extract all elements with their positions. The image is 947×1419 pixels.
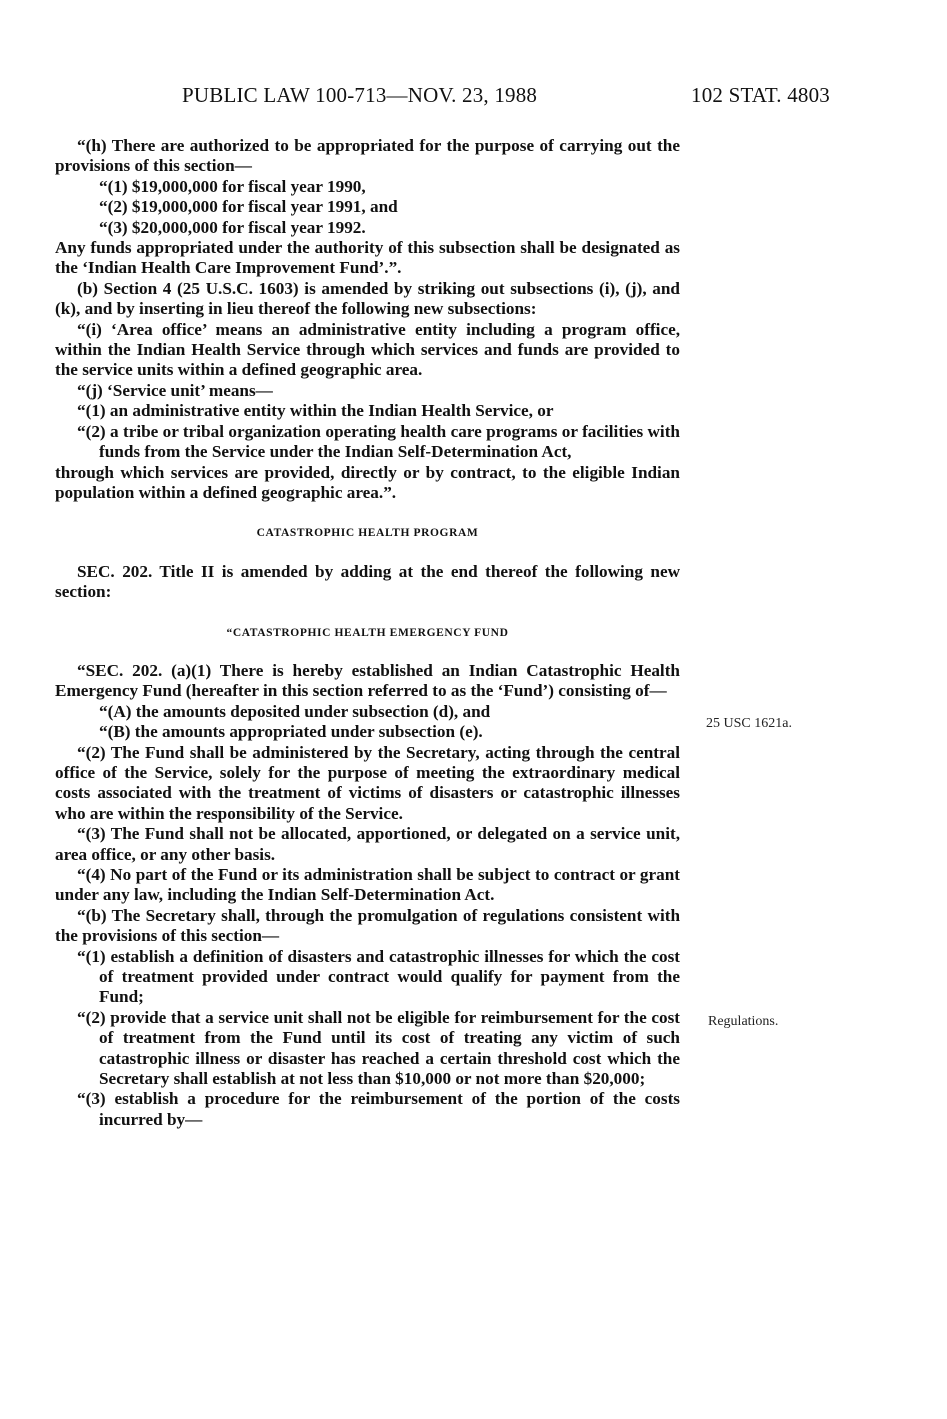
header-law-title: PUBLIC LAW 100-713—NOV. 23, 1988 [182, 83, 538, 107]
paragraph: “(2) The Fund shall be administered by the Secretary, acting through the central office of the Service, solely for the purpose of meeting the extraordinary medical costs associated with the treatment of victims of disasters or catastrophic illnesses who are within the responsibility of the Service. [55, 742, 680, 823]
paragraph: “(3) $20,000,000 for fiscal year 1992. [99, 217, 366, 237]
paragraph: “(1) an administrative entity within the Indian Health Service, or [77, 401, 554, 421]
paragraph: SEC. 202. Title II is amended by adding at the end thereof the following new section: [55, 561, 680, 602]
margin-note-usc: 25 USC 1621a. [706, 716, 792, 731]
paragraph: “(B) the amounts appropriated under subsection (e). [99, 722, 483, 742]
paragraph: “(2) provide that a service unit shall not be eligible for reimbursement for the cost of treatment from the Fund until its cost of treating any victim of such catastrophic illness or disaster has reached a certain threshold cost which the Secretary shall establish at not less than $10,000 or not more than $20,000; [77, 1007, 680, 1089]
paragraph: “(A) the amounts deposited under subsection (d), and [99, 701, 491, 721]
paragraph: through which services are provided, directly or by contract, to the eligible Indian population within a defined geographic area.”. [55, 462, 680, 502]
paragraph: “(1) establish a definition of disasters and catastrophic illnesses for which the cost of treatment provided under contract would qualify for payment from the Fund; [77, 946, 680, 1007]
paragraph: “(4) No part of the Fund or its administration shall be subject to contract or grant under any law, including the Indian Self-Determination Act. [55, 865, 680, 905]
paragraph: “(1) $19,000,000 for fiscal year 1990, [99, 176, 366, 196]
paragraph: “(j) ‘Service unit’ means— [77, 380, 273, 400]
paragraph: Any funds appropriated under the authority of this subsection shall be designated as the ‘Indian Health Care Improvement Fund’.”. [55, 238, 680, 278]
paragraph: “(2) $19,000,000 for fiscal year 1991, and [99, 197, 398, 217]
paragraph: “(h) There are authorized to be appropriated for the purpose of carrying out the provisions of this section— [55, 136, 680, 176]
document-body [55, 136, 680, 1130]
paragraph: “(i) ‘Area office’ means an administrative entity including a program office, within the Indian Health Service through which services and funds are provided to the service units within a defined geographic area. [55, 319, 680, 380]
paragraph: “SEC. 202. (a)(1) There is hereby established an Indian Catastrophic Health Emergency Fund (hereafter in this section referred to as the ‘Fund’) consisting of— [55, 660, 680, 701]
paragraph: “(2) a tribe or tribal organization operating health care programs or facilities with funds from the Service under the Indian Self-Determination Act, [77, 421, 680, 462]
header-stat-page: 102 STAT. 4803 [691, 83, 830, 107]
paragraph: “(3) The Fund shall not be allocated, apportioned, or delegated on a service unit, area office, or any other basis. [55, 824, 680, 864]
margin-note-regulations: Regulations. [708, 1014, 779, 1029]
paragraph: (b) Section 4 (25 U.S.C. 1603) is amended by striking out subsections (i), (j), and (k), and by inserting in lieu thereof the following new subsections: [55, 278, 680, 319]
paragraph: “(3) establish a procedure for the reimbursement of the portion of the costs incurred by— [77, 1089, 680, 1129]
paragraph: “(b) The Secretary shall, through the promulgation of regulations consistent with the provisions of this section— [55, 905, 680, 946]
page-header [182, 83, 830, 113]
section-heading: “CATASTROPHIC HEALTH EMERGENCY FUND [226, 626, 509, 639]
section-heading: CATASTROPHIC HEALTH PROGRAM [256, 527, 479, 540]
